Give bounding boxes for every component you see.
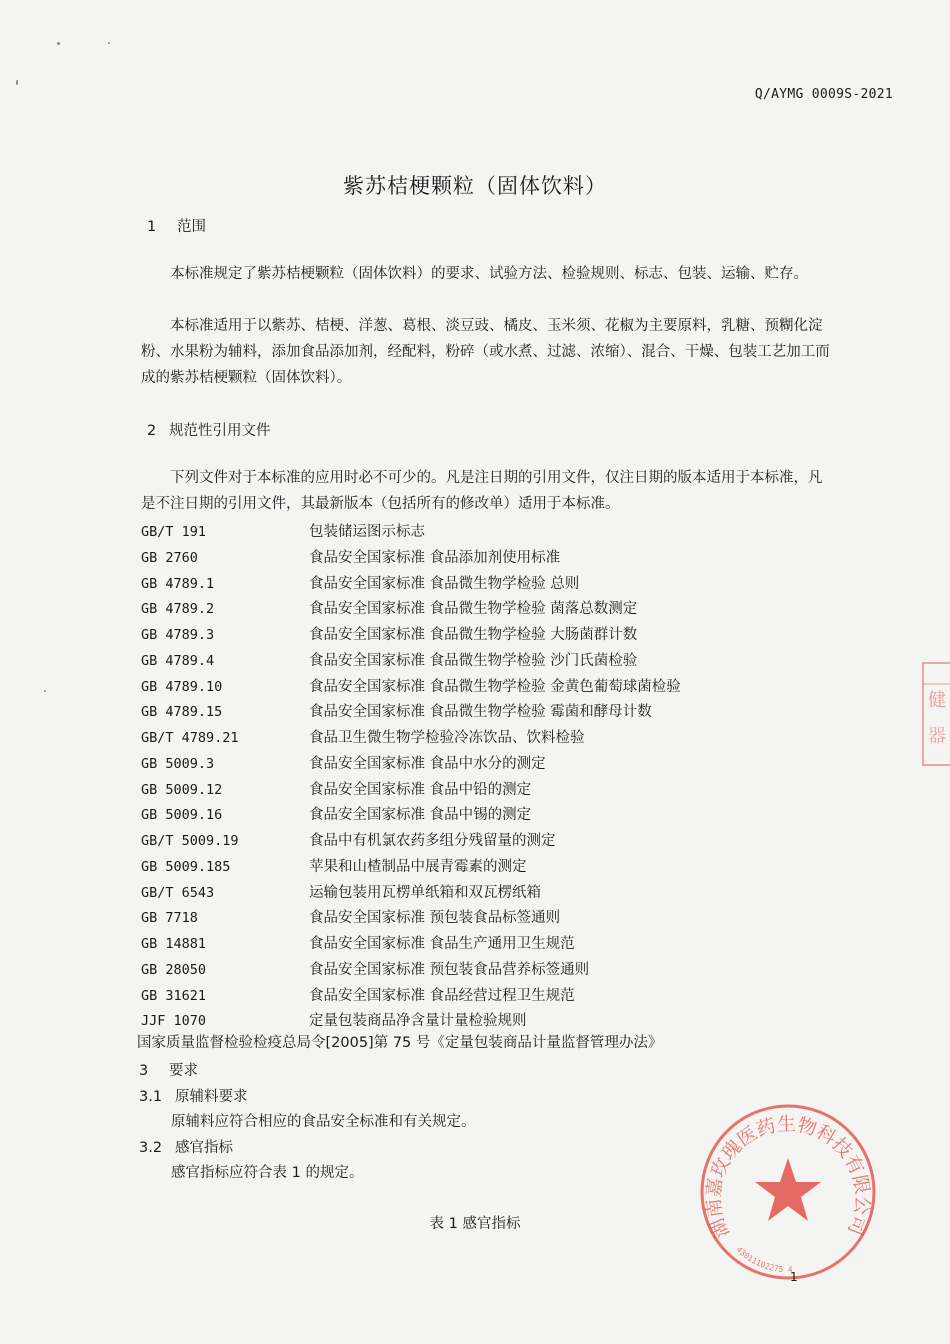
reference-item <box>141 623 841 649</box>
scan-speck <box>57 42 60 45</box>
reference-code: GB 4789.4 <box>141 652 215 669</box>
subsection-number: 3.2 <box>139 1140 163 1156</box>
reference-title: 食品安全国家标准 食品中水分的测定 <box>309 755 546 772</box>
reference-decree: 国家质量监督检验检疫总局令[2005]第 75 号《定量包装商品计量监督管理办法》 <box>137 1035 663 1051</box>
subsection-3-1-text: 原辅料应符合相应的食品安全标准和有关规定。 <box>171 1114 476 1130</box>
reference-item <box>141 700 841 726</box>
reference-code: GB/T 5009.19 <box>141 833 239 849</box>
reference-title: 食品安全国家标准 食品微生物学检验 沙门氏菌检验 <box>309 652 638 669</box>
document-code: Q/AYMG 0009S-2021 <box>754 87 893 102</box>
reference-code: GB/T 4789.21 <box>141 730 239 746</box>
section-1-paragraph-1: 本标准规定了紫苏桔梗颗粒（固体饮料）的要求、试验方法、检验规则、标志、包装、运输、贮存。 <box>170 266 808 282</box>
reference-item <box>141 597 841 623</box>
scan-speck <box>44 690 46 692</box>
reference-code: GB 14881 <box>141 936 207 952</box>
reference-title: 食品中有机氯农药多组分残留量的测定 <box>309 833 556 849</box>
reference-code: GB 5009.12 <box>141 781 223 798</box>
reference-item <box>141 649 841 675</box>
section-title: 要求 <box>169 1063 198 1079</box>
svg-text:43011102275 4 <box>735 1245 793 1274</box>
subsection-number: 3.1 <box>139 1089 163 1105</box>
reference-code: GB 5009.3 <box>141 755 215 772</box>
reference-code: GB 5009.16 <box>141 807 223 824</box>
section-1-paragraph-2: 本标准适用于以紫苏、桔梗、洋葱、葛根、淡豆豉、橘皮、玉米须、花椒为主要原料，乳糖、预糊化淀粉、水果粉为辅料，添加食品添加剂，经配料，粉碎（或水煮、过滤、浓缩）、混合、干燥、包装工艺加工而成的紫苏桔梗颗粒（固体饮料）。 <box>141 318 830 386</box>
reference-title: 食品安全国家标准 食品微生物学检验 总则 <box>309 575 580 592</box>
section-title: 规范性引用文件 <box>169 423 271 439</box>
section-title: 范围 <box>177 219 206 235</box>
reference-title: 食品安全国家标准 食品微生物学检验 金黄色葡萄球菌检验 <box>309 678 681 695</box>
section-number: 1 <box>147 219 157 235</box>
reference-title: 运输包装用瓦楞单纸箱和双瓦楞纸箱 <box>309 884 541 901</box>
reference-title: 食品安全国家标准 食品中锡的测定 <box>309 807 532 824</box>
subsection-title: 感官指标 <box>175 1140 233 1156</box>
section-3-heading <box>139 1059 198 1080</box>
reference-title: 包装储运图示标志 <box>309 524 425 540</box>
reference-code: GB 4789.1 <box>141 575 215 592</box>
reference-code: GB 28050 <box>141 961 207 978</box>
reference-code: GB 4789.2 <box>141 601 215 618</box>
reference-item <box>141 803 841 829</box>
reference-code: GB 4789.15 <box>141 704 223 721</box>
subsection-3-2-heading <box>139 1136 233 1157</box>
table-1-title: 表 1 感官指标 <box>429 1216 521 1232</box>
reference-item <box>141 752 841 778</box>
subsection-title: 原辅料要求 <box>175 1089 248 1105</box>
reference-item <box>141 932 841 958</box>
edge-stamp-char: 健 <box>928 690 946 711</box>
reference-title: 食品安全国家标准 食品微生物学检验 菌落总数测定 <box>309 601 638 618</box>
reference-title: 食品安全国家标准 食品添加剂使用标准 <box>309 549 561 566</box>
reference-code: GB 2760 <box>141 549 198 566</box>
seal-number: 43011102275 4 <box>734 1244 793 1275</box>
reference-item <box>141 675 841 701</box>
page-number: 1 <box>790 1270 798 1284</box>
reference-title: 定量包装商品净含量计量检验规则 <box>309 1013 527 1030</box>
document-title: 紫苏桔梗颗粒（固体饮料） <box>343 174 607 198</box>
company-seal <box>696 1100 880 1284</box>
reference-item <box>141 778 841 804</box>
reference-list <box>141 520 841 1035</box>
reference-code: GB/T 191 <box>141 524 207 540</box>
reference-code: GB 31621 <box>141 987 207 1004</box>
section-2-heading <box>147 419 271 440</box>
reference-title: 食品安全国家标准 食品经营过程卫生规范 <box>309 987 575 1004</box>
reference-item <box>141 958 841 984</box>
subsection-3-1-heading <box>139 1085 248 1106</box>
reference-item <box>141 572 841 598</box>
reference-item <box>141 726 841 752</box>
reference-title: 食品卫生微生物学检验冷冻饮品、饮料检验 <box>309 730 585 746</box>
section-number: 3 <box>139 1063 149 1079</box>
reference-code: GB 5009.185 <box>141 858 231 875</box>
reference-title: 食品安全国家标准 预包装食品营养标签通则 <box>309 961 590 978</box>
seal-text: 湖南嘉玫瑰医药生物科技有限公司 <box>702 1113 874 1242</box>
reference-code: GB/T 6543 <box>141 884 215 901</box>
reference-item <box>141 520 841 546</box>
reference-item <box>141 546 841 572</box>
seal-star-icon <box>755 1158 821 1221</box>
section-number: 2 <box>147 423 157 439</box>
reference-item <box>141 881 841 907</box>
subsection-3-2-text: 感官指标应符合表 1 的规定。 <box>171 1165 364 1181</box>
reference-code: GB 4789.10 <box>141 678 223 695</box>
reference-code: GB 7718 <box>141 910 198 927</box>
reference-item <box>141 855 841 881</box>
section-2-intro: 下列文件对于本标准的应用时必不可少的。凡是注日期的引用文件，仅注日期的版本适用于本标准，凡是不注日期的引用文件，其最新版本（包括所有的修改单）适用于本标准。 <box>141 470 823 512</box>
reference-title: 食品安全国家标准 食品微生物学检验 大肠菌群计数 <box>309 627 638 643</box>
reference-title: 食品安全国家标准 预包装食品标签通则 <box>309 910 561 927</box>
reference-code: GB 4789.3 <box>141 627 215 643</box>
reference-title: 食品安全国家标准 食品生产通用卫生规范 <box>309 936 575 952</box>
scan-speck <box>16 80 18 85</box>
reference-title: 食品安全国家标准 食品微生物学检验 霉菌和酵母计数 <box>309 704 652 721</box>
reference-item <box>141 984 841 1010</box>
edge-stamp-fragment <box>922 662 950 766</box>
reference-item <box>141 829 841 855</box>
reference-code: JJF 1070 <box>141 1013 207 1030</box>
scan-speck <box>108 42 110 44</box>
edge-stamp-char: 器 <box>928 726 946 747</box>
section-1-heading <box>147 215 206 236</box>
reference-title: 食品安全国家标准 食品中铅的测定 <box>309 781 532 798</box>
reference-item <box>141 906 841 932</box>
reference-title: 苹果和山楂制品中展青霉素的测定 <box>309 858 527 875</box>
